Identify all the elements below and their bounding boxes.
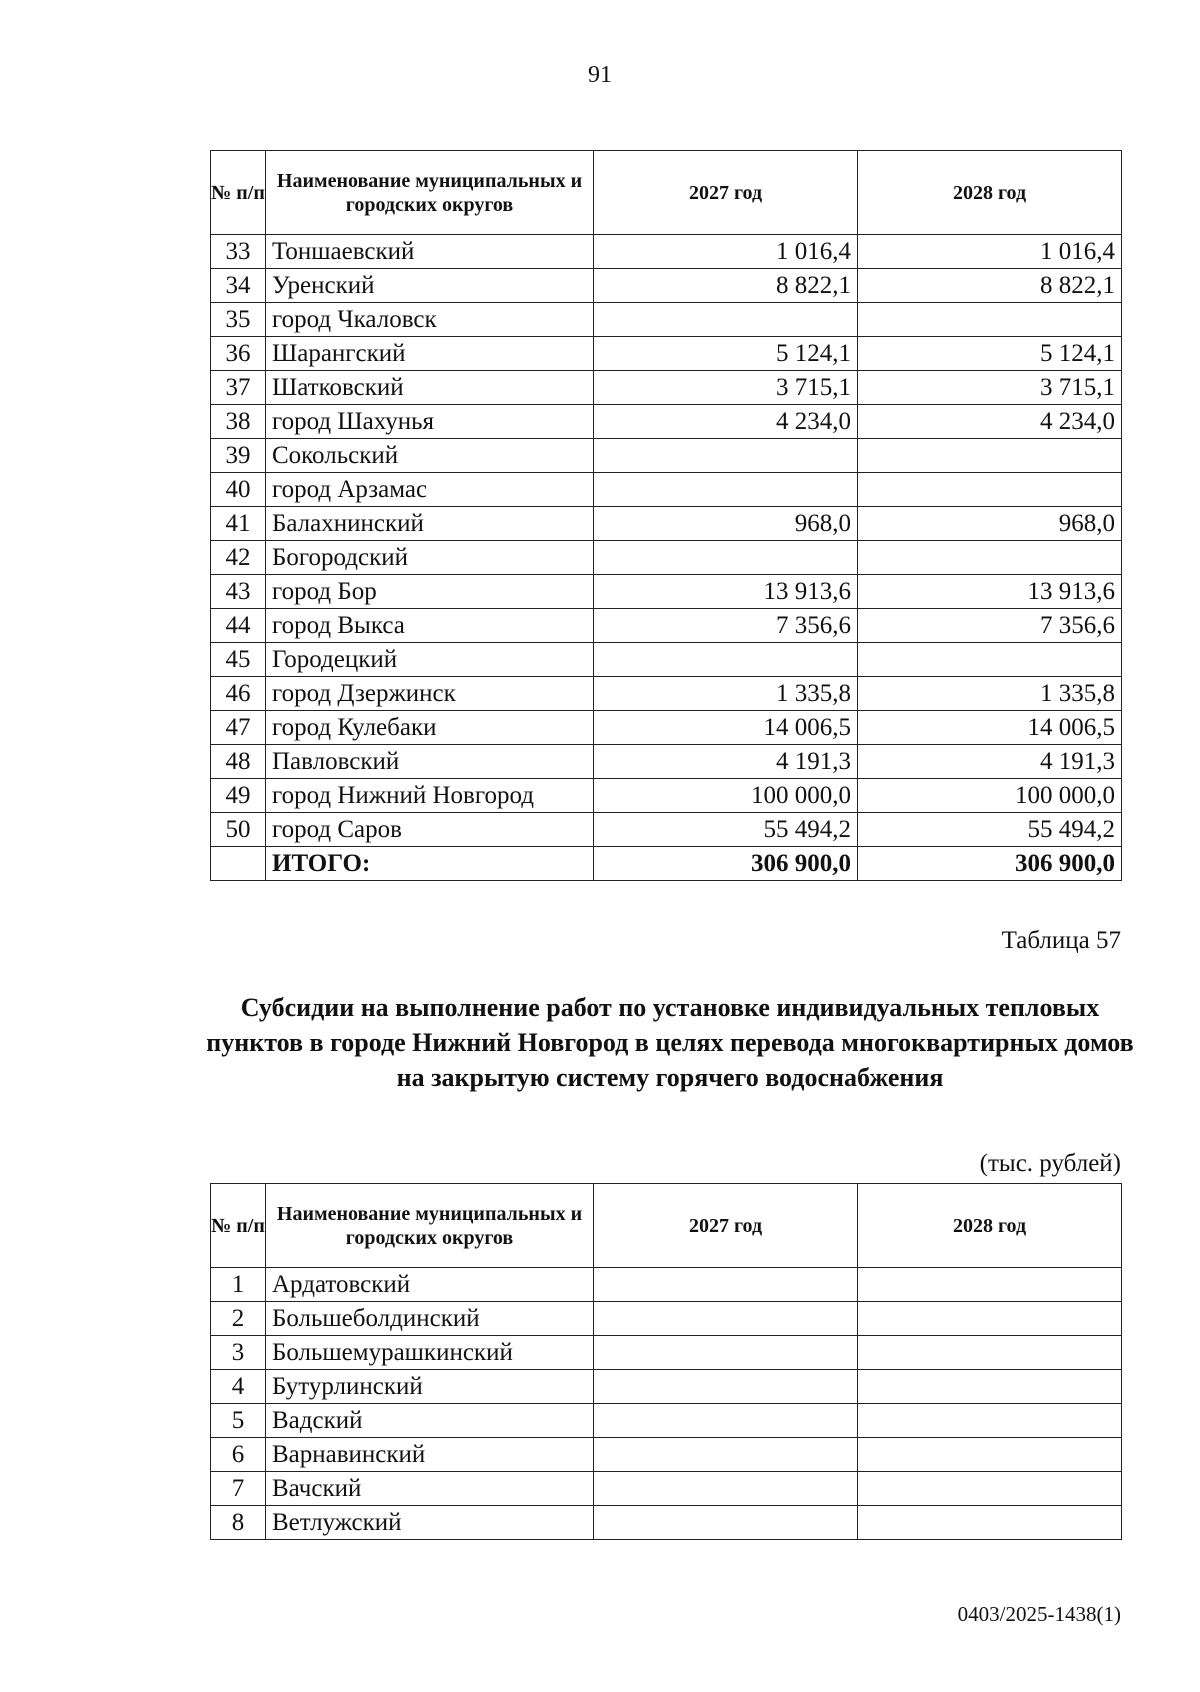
municipality-name: Городецкий (266, 643, 594, 677)
municipality-name: город Шахунья (266, 405, 594, 439)
value-2028 (858, 541, 1122, 575)
row-number: 38 (211, 405, 266, 439)
row-number: 41 (211, 507, 266, 541)
table-row (211, 1404, 1122, 1438)
table-header-row (211, 1184, 1122, 1268)
table-row (211, 235, 1122, 269)
value-2027: 4 191,3 (594, 745, 858, 779)
municipality-name: Варнавинский (266, 1438, 594, 1472)
table-row (211, 269, 1122, 303)
row-number: 1 (211, 1268, 266, 1302)
value-2027: 968,0 (594, 507, 858, 541)
table-row (211, 1506, 1122, 1540)
municipality-name: Уренский (266, 269, 594, 303)
row-number: 40 (211, 473, 266, 507)
value-2028: 4 234,0 (858, 405, 1122, 439)
table-row (211, 371, 1122, 405)
municipality-name: Ардатовский (266, 1268, 594, 1302)
row-number: 35 (211, 303, 266, 337)
value-2027: 306 900,0 (594, 847, 858, 881)
value-2028: 1 335,8 (858, 677, 1122, 711)
municipality-name: Павловский (266, 745, 594, 779)
value-2028 (858, 1302, 1122, 1336)
value-2027 (594, 1506, 858, 1540)
municipality-name: Большеболдинский (266, 1302, 594, 1336)
value-2027: 100 000,0 (594, 779, 858, 813)
value-2027: 5 124,1 (594, 337, 858, 371)
value-2027 (594, 1268, 858, 1302)
table-row (211, 507, 1122, 541)
value-2028: 3 715,1 (858, 371, 1122, 405)
header-municipality: Наименование муниципальных и городских округов (266, 1184, 594, 1268)
value-2027: 8 822,1 (594, 269, 858, 303)
row-number: 37 (211, 371, 266, 405)
municipality-name: Бутурлинский (266, 1370, 594, 1404)
allocation-table-continued (210, 150, 1122, 881)
municipality-name: Вачский (266, 1472, 594, 1506)
row-number: 44 (211, 609, 266, 643)
value-2028: 968,0 (858, 507, 1122, 541)
row-number: 50 (211, 813, 266, 847)
municipality-name: Вадский (266, 1404, 594, 1438)
table-row (211, 711, 1122, 745)
value-2028: 1 016,4 (858, 235, 1122, 269)
page-number: 91 (588, 62, 612, 88)
row-number (211, 847, 266, 881)
table-row (211, 337, 1122, 371)
municipality-name: город Арзамас (266, 473, 594, 507)
value-2028 (858, 1268, 1122, 1302)
value-2028 (858, 439, 1122, 473)
value-2027 (594, 1404, 858, 1438)
value-2028 (858, 1472, 1122, 1506)
value-2027: 1 016,4 (594, 235, 858, 269)
table-row (211, 609, 1122, 643)
table-row (211, 439, 1122, 473)
municipality-name: Богородский (266, 541, 594, 575)
municipality-name: Ветлужский (266, 1506, 594, 1540)
value-2027 (594, 303, 858, 337)
value-2027: 7 356,6 (594, 609, 858, 643)
municipality-name: город Кулебаки (266, 711, 594, 745)
municipality-name: город Саров (266, 813, 594, 847)
value-2027 (594, 1472, 858, 1506)
value-2027 (594, 1302, 858, 1336)
value-2028 (858, 1370, 1122, 1404)
table-body (211, 1268, 1122, 1540)
row-number: 8 (211, 1506, 266, 1540)
header-municipality: Наименование муниципальных и городских округов (266, 151, 594, 235)
value-2028 (858, 1438, 1122, 1472)
municipality-name: Балахнинский (266, 507, 594, 541)
units-note: (тыс. рублей) (979, 1150, 1121, 1177)
table-row (211, 541, 1122, 575)
municipality-name: Сокольский (266, 439, 594, 473)
row-number: 45 (211, 643, 266, 677)
table-row (211, 1268, 1122, 1302)
subsidy-table-57 (210, 1183, 1122, 1540)
table-row (211, 813, 1122, 847)
table-row (211, 575, 1122, 609)
value-2028: 7 356,6 (858, 609, 1122, 643)
table-row (211, 1370, 1122, 1404)
municipality-name: город Чкаловск (266, 303, 594, 337)
municipality-name: город Бор (266, 575, 594, 609)
row-number: 48 (211, 745, 266, 779)
value-2027: 55 494,2 (594, 813, 858, 847)
table-row (211, 1438, 1122, 1472)
document-code: 0403/2025-1438(1) (957, 1602, 1121, 1626)
header-2028: 2028 год (858, 1184, 1122, 1268)
table-row (211, 779, 1122, 813)
row-number: 3 (211, 1336, 266, 1370)
table-row (211, 303, 1122, 337)
table-row (211, 1472, 1122, 1506)
value-2027: 13 913,6 (594, 575, 858, 609)
header-2027: 2027 год (594, 151, 858, 235)
value-2028: 100 000,0 (858, 779, 1122, 813)
value-2028: 14 006,5 (858, 711, 1122, 745)
value-2028 (858, 643, 1122, 677)
value-2028 (858, 1404, 1122, 1438)
row-number: 5 (211, 1404, 266, 1438)
row-number: 7 (211, 1472, 266, 1506)
table-row (211, 473, 1122, 507)
table-header-row (211, 151, 1122, 235)
value-2028 (858, 1506, 1122, 1540)
value-2027: 3 715,1 (594, 371, 858, 405)
row-number: 2 (211, 1302, 266, 1336)
municipality-name: город Дзержинск (266, 677, 594, 711)
value-2028: 4 191,3 (858, 745, 1122, 779)
value-2027 (594, 1370, 858, 1404)
table-total-row (211, 847, 1122, 881)
row-number: 4 (211, 1370, 266, 1404)
municipality-name: Шатковский (266, 371, 594, 405)
row-number: 47 (211, 711, 266, 745)
section-title: Субсидии на выполнение работ по установке индивидуальных тепловых пунктов в городе Нижний Новгород в целях перевода многоквартирных домов на закрытую систему горячего водоснабжения (206, 993, 1134, 1092)
row-number: 6 (211, 1438, 266, 1472)
table-row (211, 405, 1122, 439)
value-2027 (594, 439, 858, 473)
row-number: 36 (211, 337, 266, 371)
municipality-name: Тоншаевский (266, 235, 594, 269)
row-number: 33 (211, 235, 266, 269)
table-row (211, 1302, 1122, 1336)
value-2028 (858, 303, 1122, 337)
row-number: 42 (211, 541, 266, 575)
value-2028: 8 822,1 (858, 269, 1122, 303)
header-number: № п/п (211, 1184, 266, 1268)
table-row (211, 745, 1122, 779)
table-body (211, 235, 1122, 881)
row-number: 46 (211, 677, 266, 711)
row-number: 39 (211, 439, 266, 473)
row-number: 34 (211, 269, 266, 303)
header-2027: 2027 год (594, 1184, 858, 1268)
value-2027: 1 335,8 (594, 677, 858, 711)
value-2027 (594, 473, 858, 507)
value-2027 (594, 1438, 858, 1472)
value-2028: 5 124,1 (858, 337, 1122, 371)
value-2028: 306 900,0 (858, 847, 1122, 881)
municipality-name: ИТОГО: (266, 847, 594, 881)
value-2028: 55 494,2 (858, 813, 1122, 847)
table-row (211, 643, 1122, 677)
header-2028: 2028 год (858, 151, 1122, 235)
municipality-name: Шарангский (266, 337, 594, 371)
header-number: № п/п (211, 151, 266, 235)
value-2027 (594, 541, 858, 575)
value-2028: 13 913,6 (858, 575, 1122, 609)
municipality-name: Большемурашкинский (266, 1336, 594, 1370)
value-2027: 14 006,5 (594, 711, 858, 745)
value-2027 (594, 1336, 858, 1370)
value-2028 (858, 1336, 1122, 1370)
row-number: 43 (211, 575, 266, 609)
municipality-name: город Нижний Новгород (266, 779, 594, 813)
table-row (211, 677, 1122, 711)
value-2027 (594, 643, 858, 677)
row-number: 49 (211, 779, 266, 813)
table-label: Таблица 57 (1001, 927, 1121, 954)
value-2027: 4 234,0 (594, 405, 858, 439)
municipality-name: город Выкса (266, 609, 594, 643)
value-2028 (858, 473, 1122, 507)
table-row (211, 1336, 1122, 1370)
